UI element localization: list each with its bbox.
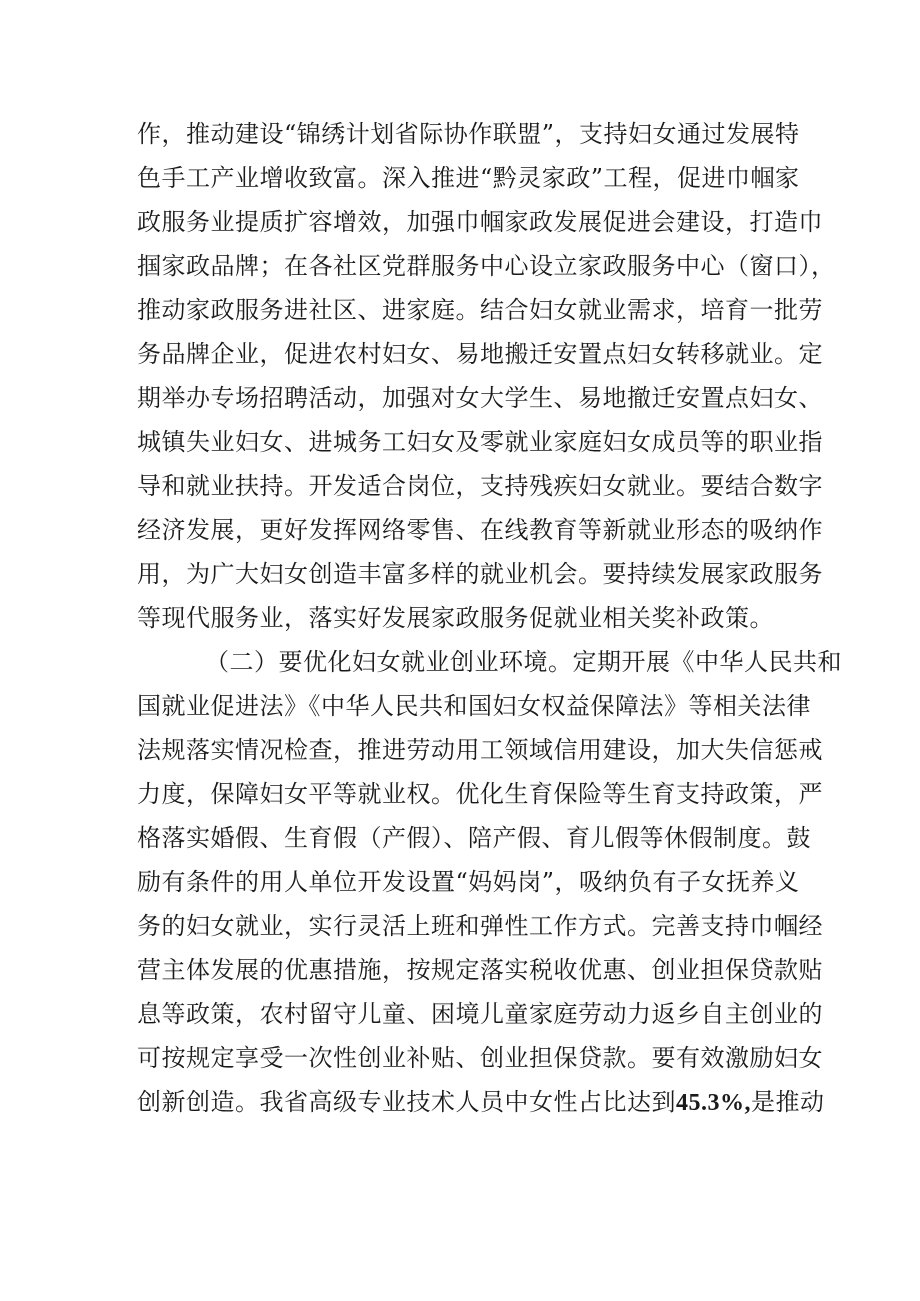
paragraph-employment-support bbox=[137, 112, 836, 640]
text-line: 导和就业扶持。开发适合岗位，支持残疾妇女就业。要结合数字 bbox=[137, 472, 823, 500]
text-line: 等现代服务业，落实好发展家政服务促就业相关奖补政策。 bbox=[137, 604, 774, 632]
text-line: 推动家政服务进社区、进家庭。结合妇女就业需求，培育一批劳 bbox=[137, 296, 823, 324]
paragraph-optimize-environment bbox=[137, 640, 842, 1124]
body-text bbox=[137, 112, 842, 1124]
text-line: 国就业促进法》《中华人民共和国妇女权益保障法》等相关法律 bbox=[137, 692, 811, 720]
text-line: 可按规定享受一次性创业补贴、创业担保贷款。要有效激励妇女 bbox=[137, 1044, 823, 1072]
text-fragment: 创新创造。我省高级专业技术人员中女性占比达到 bbox=[137, 1088, 676, 1116]
text-line: 城镇失业妇女、进城务工妇女及零就业家庭妇女成员等的职业指 bbox=[137, 428, 823, 456]
text-line: 经济发展，更好发挥网络零售、在线教育等新就业形态的吸纳作 bbox=[137, 516, 823, 544]
text-line: 期举办专场招聘活动，加强对女大学生、易地撤迁安置点妇女、 bbox=[137, 384, 823, 412]
text-line: 励有条件的用人单位开发设置“妈妈岗”，吸纳负有子女抚养义 bbox=[137, 868, 800, 896]
text-line: 务品牌企业，促进农村妇女、易地搬迁安置点妇女转移就业。定 bbox=[137, 340, 823, 368]
text-line: 营主体发展的优惠措施，按规定落实税收优惠、创业担保贷款贴 bbox=[137, 956, 823, 984]
percentage-value: 45.3%, bbox=[676, 1090, 751, 1116]
text-line: 力度，保障妇女平等就业权。优化生育保险等生育支持政策，严 bbox=[137, 780, 823, 808]
text-line: 用，为广大妇女创造丰富多样的就业机会。要持续发展家政服务 bbox=[137, 560, 823, 588]
text-line: 政服务业提质扩容增效，加强巾帼家政发展促进会建设，打造巾 bbox=[137, 208, 823, 236]
text-line: 务的妇女就业，实行灵活上班和弹性工作方式。完善支持巾帼经 bbox=[137, 912, 823, 940]
text-line: 息等政策，农村留守儿童、困境儿童家庭劳动力返乡自主创业的 bbox=[137, 1000, 823, 1028]
text-fragment: 是推动 bbox=[751, 1088, 825, 1116]
text-line: 掴家政品牌；在各社区党群服务中心设立家政服务中心（窗口）， bbox=[137, 252, 836, 280]
section-heading-line: （二）要优化妇女就业创业环境。定期开展《中华人民共和 bbox=[205, 648, 842, 676]
text-line: 色手工产业增收致富。深入推进“黔灵家政”工程，促进巾帼家 bbox=[137, 164, 800, 192]
text-line-last bbox=[137, 1080, 825, 1124]
text-line: 格落实婚假、生育假（产假）、陪产假、育儿假等休假制度。鼓 bbox=[137, 824, 811, 852]
text-line: 作，推动建设“锦绣计划省际协作联盟”，支持妇女通过发展特 bbox=[137, 120, 800, 148]
text-line: 法规落实情况检查，推进劳动用工领域信用建设，加大失信惩戒 bbox=[137, 736, 823, 764]
